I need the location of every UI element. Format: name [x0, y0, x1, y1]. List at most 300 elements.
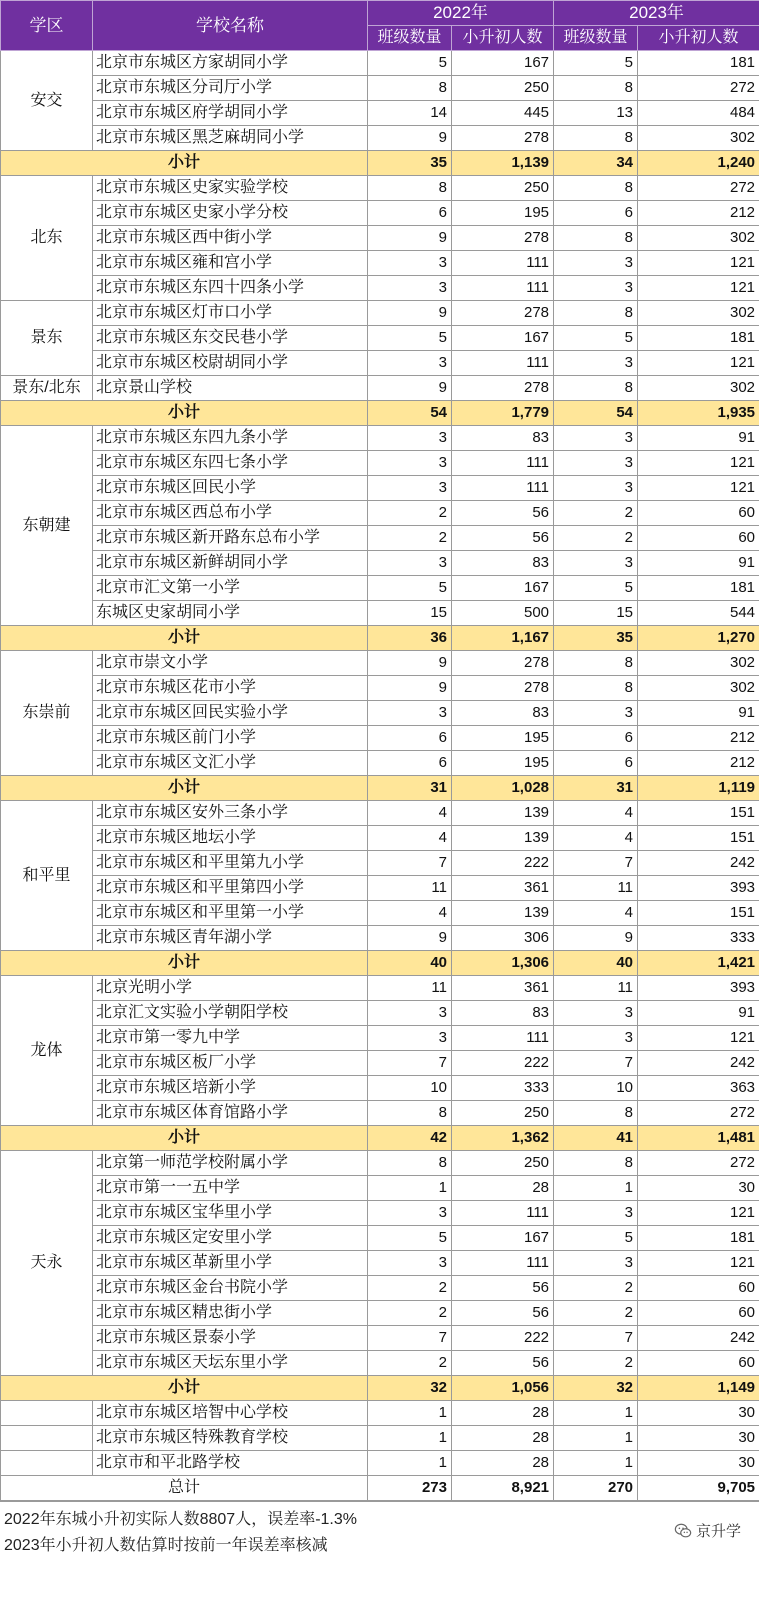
- subtotal-class-count-2023: 40: [554, 951, 638, 976]
- enrollment-2023-cell: 393: [638, 876, 759, 901]
- table-row: [1, 801, 759, 826]
- total-class-count-2022: 273: [368, 1476, 452, 1501]
- enrollment-2023-cell: 151: [638, 826, 759, 851]
- enrollment-2023-cell: 181: [638, 576, 759, 601]
- school-name-cell: 北京市崇文小学: [93, 651, 368, 676]
- class-count-2022-cell: 2: [368, 526, 452, 551]
- header-class-count-2023: 班级数量: [554, 26, 638, 51]
- class-count-2022-cell: 7: [368, 1051, 452, 1076]
- enrollment-2023-cell: 212: [638, 201, 759, 226]
- subtotal-class-count-2022: 35: [368, 151, 452, 176]
- table-row: [1, 501, 759, 526]
- subtotal-enrollment-2023: 1,421: [638, 951, 759, 976]
- enrollment-2022-cell: 111: [452, 1026, 554, 1051]
- table-row: [1, 601, 759, 626]
- table-row: [1, 126, 759, 151]
- table-row: [1, 1401, 759, 1426]
- table-row: [1, 451, 759, 476]
- class-count-2023-cell: 8: [554, 301, 638, 326]
- enrollment-2023-cell: 393: [638, 976, 759, 1001]
- district-cell: 和平里: [1, 801, 93, 951]
- class-count-2023-cell: 11: [554, 976, 638, 1001]
- enrollment-2022-cell: 500: [452, 601, 554, 626]
- enrollment-2023-cell: 121: [638, 1026, 759, 1051]
- table-row: [1, 551, 759, 576]
- class-count-2022-cell: 3: [368, 701, 452, 726]
- school-name-cell: 北京市东城区灯市口小学: [93, 301, 368, 326]
- school-name-cell: 北京市东城区分司厅小学: [93, 76, 368, 101]
- class-count-2023-cell: 11: [554, 876, 638, 901]
- enrollment-2023-cell: 302: [638, 676, 759, 701]
- school-name-cell: 北京市东城区精忠街小学: [93, 1301, 368, 1326]
- enrollment-2023-cell: 121: [638, 1201, 759, 1226]
- enrollment-2023-cell: 121: [638, 251, 759, 276]
- total-row: [1, 1476, 759, 1501]
- enrollment-2023-cell: 333: [638, 926, 759, 951]
- wechat-icon: [674, 1522, 692, 1540]
- enrollment-2022-cell: 167: [452, 576, 554, 601]
- district-cell: 天永: [1, 1151, 93, 1376]
- enrollment-2022-cell: 139: [452, 826, 554, 851]
- class-count-2023-cell: 1: [554, 1426, 638, 1451]
- subtotal-class-count-2022: 40: [368, 951, 452, 976]
- class-count-2022-cell: 9: [368, 301, 452, 326]
- enrollment-2023-cell: 181: [638, 1226, 759, 1251]
- school-name-cell: 北京市东城区回民小学: [93, 476, 368, 501]
- enrollment-2022-cell: 250: [452, 176, 554, 201]
- class-count-2023-cell: 2: [554, 1301, 638, 1326]
- class-count-2023-cell: 4: [554, 901, 638, 926]
- subtotal-class-count-2022: 32: [368, 1376, 452, 1401]
- class-count-2022-cell: 2: [368, 1301, 452, 1326]
- enrollment-2022-cell: 111: [452, 351, 554, 376]
- school-name-cell: 北京市东城区金台书院小学: [93, 1276, 368, 1301]
- school-name-cell: 北京市东城区黑芝麻胡同小学: [93, 126, 368, 151]
- class-count-2023-cell: 6: [554, 201, 638, 226]
- class-count-2023-cell: 2: [554, 526, 638, 551]
- total-class-count-2023: 270: [554, 1476, 638, 1501]
- subtotal-enrollment-2023: 1,149: [638, 1376, 759, 1401]
- school-name-cell: 北京市东城区雍和宫小学: [93, 251, 368, 276]
- class-count-2023-cell: 8: [554, 376, 638, 401]
- class-count-2022-cell: 3: [368, 1251, 452, 1276]
- school-name-cell: 北京市东城区东四九条小学: [93, 426, 368, 451]
- subtotal-class-count-2022: 31: [368, 776, 452, 801]
- subtotal-class-count-2022: 42: [368, 1126, 452, 1151]
- subtotal-enrollment-2022: 1,028: [452, 776, 554, 801]
- table-row: [1, 1051, 759, 1076]
- enrollment-2023-cell: 91: [638, 701, 759, 726]
- school-name-cell: 北京市东城区板厂小学: [93, 1051, 368, 1076]
- table-row: [1, 1301, 759, 1326]
- class-count-2023-cell: 8: [554, 226, 638, 251]
- class-count-2022-cell: 6: [368, 726, 452, 751]
- header-enrollment-2022: 小升初人数: [452, 26, 554, 51]
- enrollment-2023-cell: 151: [638, 901, 759, 926]
- district-cell-empty: [1, 1426, 93, 1451]
- school-name-cell: 北京市东城区花市小学: [93, 676, 368, 701]
- table-row: [1, 1201, 759, 1226]
- class-count-2023-cell: 3: [554, 701, 638, 726]
- class-count-2023-cell: 1: [554, 1451, 638, 1476]
- school-name-cell: 北京市东城区回民实验小学: [93, 701, 368, 726]
- class-count-2023-cell: 2: [554, 501, 638, 526]
- class-count-2022-cell: 9: [368, 126, 452, 151]
- class-count-2023-cell: 4: [554, 801, 638, 826]
- subtotal-label: 小计: [1, 776, 368, 801]
- class-count-2022-cell: 3: [368, 351, 452, 376]
- enrollment-2023-cell: 484: [638, 101, 759, 126]
- subtotal-row: [1, 401, 759, 426]
- enrollment-2022-cell: 56: [452, 501, 554, 526]
- class-count-2023-cell: 8: [554, 126, 638, 151]
- class-count-2022-cell: 7: [368, 851, 452, 876]
- school-name-cell: 北京市汇文第一小学: [93, 576, 368, 601]
- school-name-cell: 北京市第一一五中学: [93, 1176, 368, 1201]
- school-name-cell: 北京市东城区天坛东里小学: [93, 1351, 368, 1376]
- class-count-2023-cell: 4: [554, 826, 638, 851]
- subtotal-class-count-2023: 31: [554, 776, 638, 801]
- subtotal-label: 小计: [1, 401, 368, 426]
- table-row: [1, 1351, 759, 1376]
- enrollment-2023-cell: 30: [638, 1401, 759, 1426]
- district-cell: 安交: [1, 51, 93, 151]
- class-count-2022-cell: 5: [368, 1226, 452, 1251]
- school-name-cell: 北京市东城区和平里第四小学: [93, 876, 368, 901]
- enrollment-2022-cell: 83: [452, 551, 554, 576]
- class-count-2022-cell: 5: [368, 51, 452, 76]
- enrollment-2022-cell: 28: [452, 1401, 554, 1426]
- table-row: [1, 176, 759, 201]
- enrollment-2023-cell: 212: [638, 726, 759, 751]
- school-name-cell: 北京市东城区培智中心学校: [93, 1401, 368, 1426]
- enrollment-2022-cell: 195: [452, 751, 554, 776]
- school-name-cell: 北京市第一零九中学: [93, 1026, 368, 1051]
- enrollment-2022-cell: 83: [452, 1001, 554, 1026]
- school-name-cell: 北京市东城区特殊教育学校: [93, 1426, 368, 1451]
- enrollment-2023-cell: 91: [638, 1001, 759, 1026]
- enrollment-2022-cell: 56: [452, 526, 554, 551]
- subtotal-label: 小计: [1, 151, 368, 176]
- table-row: [1, 426, 759, 451]
- subtotal-label: 小计: [1, 1376, 368, 1401]
- district-cell: 龙体: [1, 976, 93, 1126]
- school-name-cell: 北京市东城区史家小学分校: [93, 201, 368, 226]
- school-name-cell: 东城区史家胡同小学: [93, 601, 368, 626]
- table-row: [1, 1151, 759, 1176]
- class-count-2022-cell: 2: [368, 1276, 452, 1301]
- subtotal-enrollment-2023: 1,119: [638, 776, 759, 801]
- class-count-2022-cell: 8: [368, 1151, 452, 1176]
- enrollment-2023-cell: 181: [638, 51, 759, 76]
- enrollment-2023-cell: 60: [638, 526, 759, 551]
- table-row: [1, 876, 759, 901]
- class-count-2022-cell: 11: [368, 976, 452, 1001]
- school-name-cell: 北京市东城区前门小学: [93, 726, 368, 751]
- enrollment-2022-cell: 306: [452, 926, 554, 951]
- district-cell: 东崇前: [1, 651, 93, 776]
- enrollment-2023-cell: 91: [638, 551, 759, 576]
- enrollment-2023-cell: 121: [638, 276, 759, 301]
- subtotal-enrollment-2023: 1,270: [638, 626, 759, 651]
- total-enrollment-2023: 9,705: [638, 1476, 759, 1501]
- table-row: [1, 1226, 759, 1251]
- enrollment-2022-cell: 167: [452, 51, 554, 76]
- class-count-2023-cell: 1: [554, 1401, 638, 1426]
- enrollment-2022-cell: 56: [452, 1276, 554, 1301]
- table-row: [1, 826, 759, 851]
- class-count-2022-cell: 3: [368, 476, 452, 501]
- enrollment-2022-cell: 167: [452, 326, 554, 351]
- enrollment-2022-cell: 278: [452, 226, 554, 251]
- enrollment-2022-cell: 222: [452, 851, 554, 876]
- enrollment-2022-cell: 28: [452, 1426, 554, 1451]
- class-count-2022-cell: 4: [368, 901, 452, 926]
- enrollment-2023-cell: 30: [638, 1426, 759, 1451]
- table-row: [1, 101, 759, 126]
- school-name-cell: 北京市东城区东四七条小学: [93, 451, 368, 476]
- header-year-2023: 2023年: [554, 1, 759, 26]
- table-row: [1, 526, 759, 551]
- header-class-count-2022: 班级数量: [368, 26, 452, 51]
- table-row: [1, 651, 759, 676]
- class-count-2022-cell: 2: [368, 1351, 452, 1376]
- subtotal-enrollment-2022: 1,139: [452, 151, 554, 176]
- enrollment-2022-cell: 111: [452, 476, 554, 501]
- table-row: [1, 226, 759, 251]
- class-count-2023-cell: 3: [554, 1026, 638, 1051]
- school-name-cell: 北京汇文实验小学朝阳学校: [93, 1001, 368, 1026]
- class-count-2022-cell: 11: [368, 876, 452, 901]
- enrollment-2023-cell: 121: [638, 1251, 759, 1276]
- enrollment-2023-cell: 544: [638, 601, 759, 626]
- class-count-2022-cell: 10: [368, 1076, 452, 1101]
- class-count-2023-cell: 8: [554, 651, 638, 676]
- class-count-2022-cell: 4: [368, 826, 452, 851]
- class-count-2022-cell: 2: [368, 501, 452, 526]
- enrollment-2023-cell: 302: [638, 651, 759, 676]
- subtotal-row: [1, 1376, 759, 1401]
- district-cell: 东朝建: [1, 426, 93, 626]
- class-count-2022-cell: 3: [368, 551, 452, 576]
- enrollment-2022-cell: 28: [452, 1176, 554, 1201]
- table-row: [1, 1076, 759, 1101]
- footer-note-actual: 2022年东城小升初实际人数8807人，误差率-1.3%: [4, 1511, 357, 1528]
- enrollment-2023-cell: 363: [638, 1076, 759, 1101]
- enrollment-2022-cell: 445: [452, 101, 554, 126]
- class-count-2023-cell: 3: [554, 1001, 638, 1026]
- brand-watermark: [674, 1520, 741, 1541]
- table-row: [1, 926, 759, 951]
- enrollment-2022-cell: 139: [452, 801, 554, 826]
- enrollment-2023-cell: 60: [638, 1351, 759, 1376]
- class-count-2022-cell: 9: [368, 376, 452, 401]
- class-count-2022-cell: 4: [368, 801, 452, 826]
- table-row: [1, 1176, 759, 1201]
- enrollment-2023-cell: 302: [638, 376, 759, 401]
- enrollment-2023-cell: 272: [638, 176, 759, 201]
- school-name-cell: 北京市东城区安外三条小学: [93, 801, 368, 826]
- enrollment-2023-cell: 121: [638, 451, 759, 476]
- total-enrollment-2022: 8,921: [452, 1476, 554, 1501]
- class-count-2022-cell: 3: [368, 251, 452, 276]
- subtotal-row: [1, 626, 759, 651]
- footer: [0, 1501, 759, 1558]
- school-name-cell: 北京市东城区新开路东总布小学: [93, 526, 368, 551]
- header-year-2022: 2022年: [368, 1, 554, 26]
- school-name-cell: 北京市东城区宝华里小学: [93, 1201, 368, 1226]
- class-count-2023-cell: 6: [554, 726, 638, 751]
- table-row: [1, 1276, 759, 1301]
- class-count-2023-cell: 8: [554, 676, 638, 701]
- enrollment-2022-cell: 361: [452, 976, 554, 1001]
- enrollment-2022-cell: 111: [452, 451, 554, 476]
- subtotal-enrollment-2023: 1,240: [638, 151, 759, 176]
- subtotal-class-count-2022: 36: [368, 626, 452, 651]
- school-name-cell: 北京景山学校: [93, 376, 368, 401]
- district-cell: 景东/北东: [1, 376, 93, 401]
- subtotal-class-count-2023: 32: [554, 1376, 638, 1401]
- enrollment-2022-cell: 195: [452, 201, 554, 226]
- class-count-2023-cell: 9: [554, 926, 638, 951]
- class-count-2023-cell: 8: [554, 1151, 638, 1176]
- school-name-cell: 北京市东城区和平里第一小学: [93, 901, 368, 926]
- subtotal-enrollment-2022: 1,306: [452, 951, 554, 976]
- enrollment-2022-cell: 278: [452, 651, 554, 676]
- school-name-cell: 北京市东城区府学胡同小学: [93, 101, 368, 126]
- school-name-cell: 北京市东城区西总布小学: [93, 501, 368, 526]
- class-count-2022-cell: 3: [368, 1001, 452, 1026]
- table-row: [1, 301, 759, 326]
- subtotal-enrollment-2022: 1,056: [452, 1376, 554, 1401]
- class-count-2022-cell: 9: [368, 651, 452, 676]
- class-count-2023-cell: 7: [554, 1326, 638, 1351]
- enrollment-2022-cell: 83: [452, 701, 554, 726]
- enrollment-2022-cell: 278: [452, 301, 554, 326]
- header-district: 学区: [1, 1, 93, 51]
- class-count-2023-cell: 8: [554, 176, 638, 201]
- class-count-2022-cell: 3: [368, 451, 452, 476]
- enrollment-2022-cell: 361: [452, 876, 554, 901]
- subtotal-enrollment-2023: 1,481: [638, 1126, 759, 1151]
- subtotal-class-count-2022: 54: [368, 401, 452, 426]
- class-count-2022-cell: 3: [368, 1026, 452, 1051]
- subtotal-row: [1, 151, 759, 176]
- school-name-cell: 北京市东城区史家实验学校: [93, 176, 368, 201]
- school-name-cell: 北京市东城区西中街小学: [93, 226, 368, 251]
- header-school-name: 学校名称: [93, 1, 368, 51]
- school-name-cell: 北京市东城区景泰小学: [93, 1326, 368, 1351]
- subtotal-row: [1, 776, 759, 801]
- class-count-2023-cell: 13: [554, 101, 638, 126]
- subtotal-class-count-2023: 41: [554, 1126, 638, 1151]
- enrollment-2022-cell: 278: [452, 676, 554, 701]
- table-row: [1, 576, 759, 601]
- school-name-cell: 北京市东城区定安里小学: [93, 1226, 368, 1251]
- class-count-2023-cell: 2: [554, 1351, 638, 1376]
- class-count-2023-cell: 2: [554, 1276, 638, 1301]
- class-count-2022-cell: 9: [368, 676, 452, 701]
- school-name-cell: 北京市东城区方家胡同小学: [93, 51, 368, 76]
- class-count-2022-cell: 8: [368, 76, 452, 101]
- class-count-2023-cell: 3: [554, 551, 638, 576]
- enrollment-2023-cell: 181: [638, 326, 759, 351]
- table-row: [1, 1001, 759, 1026]
- class-count-2023-cell: 3: [554, 451, 638, 476]
- enrollment-2022-cell: 278: [452, 126, 554, 151]
- enrollment-2022-cell: 139: [452, 901, 554, 926]
- table-row: [1, 376, 759, 401]
- class-count-2022-cell: 8: [368, 176, 452, 201]
- school-name-cell: 北京市东城区青年湖小学: [93, 926, 368, 951]
- table-row: [1, 726, 759, 751]
- class-count-2022-cell: 9: [368, 226, 452, 251]
- school-name-cell: 北京市和平北路学校: [93, 1451, 368, 1476]
- enrollment-2023-cell: 151: [638, 801, 759, 826]
- class-count-2022-cell: 3: [368, 276, 452, 301]
- table-row: [1, 251, 759, 276]
- enrollment-2023-cell: 272: [638, 76, 759, 101]
- school-name-cell: 北京市东城区文汇小学: [93, 751, 368, 776]
- school-name-cell: 北京市东城区革新里小学: [93, 1251, 368, 1276]
- footer-note-method: 2023年小升初人数估算时按前一年误差率核减: [4, 1537, 328, 1554]
- enrollment-2023-cell: 242: [638, 851, 759, 876]
- class-count-2023-cell: 8: [554, 1101, 638, 1126]
- enrollment-2023-cell: 272: [638, 1101, 759, 1126]
- school-name-cell: 北京市东城区校尉胡同小学: [93, 351, 368, 376]
- enrollment-2023-cell: 91: [638, 426, 759, 451]
- enrollment-2022-cell: 333: [452, 1076, 554, 1101]
- enrollment-2023-cell: 212: [638, 751, 759, 776]
- class-count-2022-cell: 14: [368, 101, 452, 126]
- enrollment-2023-cell: 30: [638, 1451, 759, 1476]
- class-count-2022-cell: 3: [368, 426, 452, 451]
- enrollment-2023-cell: 60: [638, 1276, 759, 1301]
- class-count-2022-cell: 8: [368, 1101, 452, 1126]
- school-name-cell: 北京市东城区东四十四条小学: [93, 276, 368, 301]
- school-name-cell: 北京市东城区新鲜胡同小学: [93, 551, 368, 576]
- table-row: [1, 476, 759, 501]
- table-row: [1, 51, 759, 76]
- enrollment-2022-cell: 111: [452, 251, 554, 276]
- class-count-2022-cell: 6: [368, 201, 452, 226]
- subtotal-label: 小计: [1, 1126, 368, 1151]
- school-name-cell: 北京光明小学: [93, 976, 368, 1001]
- table-row: [1, 76, 759, 101]
- subtotal-label: 小计: [1, 951, 368, 976]
- class-count-2022-cell: 1: [368, 1176, 452, 1201]
- subtotal-label: 小计: [1, 626, 368, 651]
- enrollment-2022-cell: 111: [452, 1201, 554, 1226]
- district-cell-empty: [1, 1401, 93, 1426]
- table-row: [1, 1101, 759, 1126]
- enrollment-2022-cell: 250: [452, 76, 554, 101]
- table-row: [1, 1251, 759, 1276]
- class-count-2023-cell: 3: [554, 476, 638, 501]
- table-row: [1, 1326, 759, 1351]
- enrollment-2022-cell: 250: [452, 1151, 554, 1176]
- class-count-2022-cell: 7: [368, 1326, 452, 1351]
- table-row: [1, 276, 759, 301]
- enrollment-2022-cell: 278: [452, 376, 554, 401]
- class-count-2023-cell: 7: [554, 851, 638, 876]
- subtotal-class-count-2023: 35: [554, 626, 638, 651]
- enrollment-2023-cell: 272: [638, 1151, 759, 1176]
- class-count-2023-cell: 7: [554, 1051, 638, 1076]
- table-row: [1, 1451, 759, 1476]
- enrollment-2023-cell: 121: [638, 476, 759, 501]
- enrollment-2022-cell: 222: [452, 1051, 554, 1076]
